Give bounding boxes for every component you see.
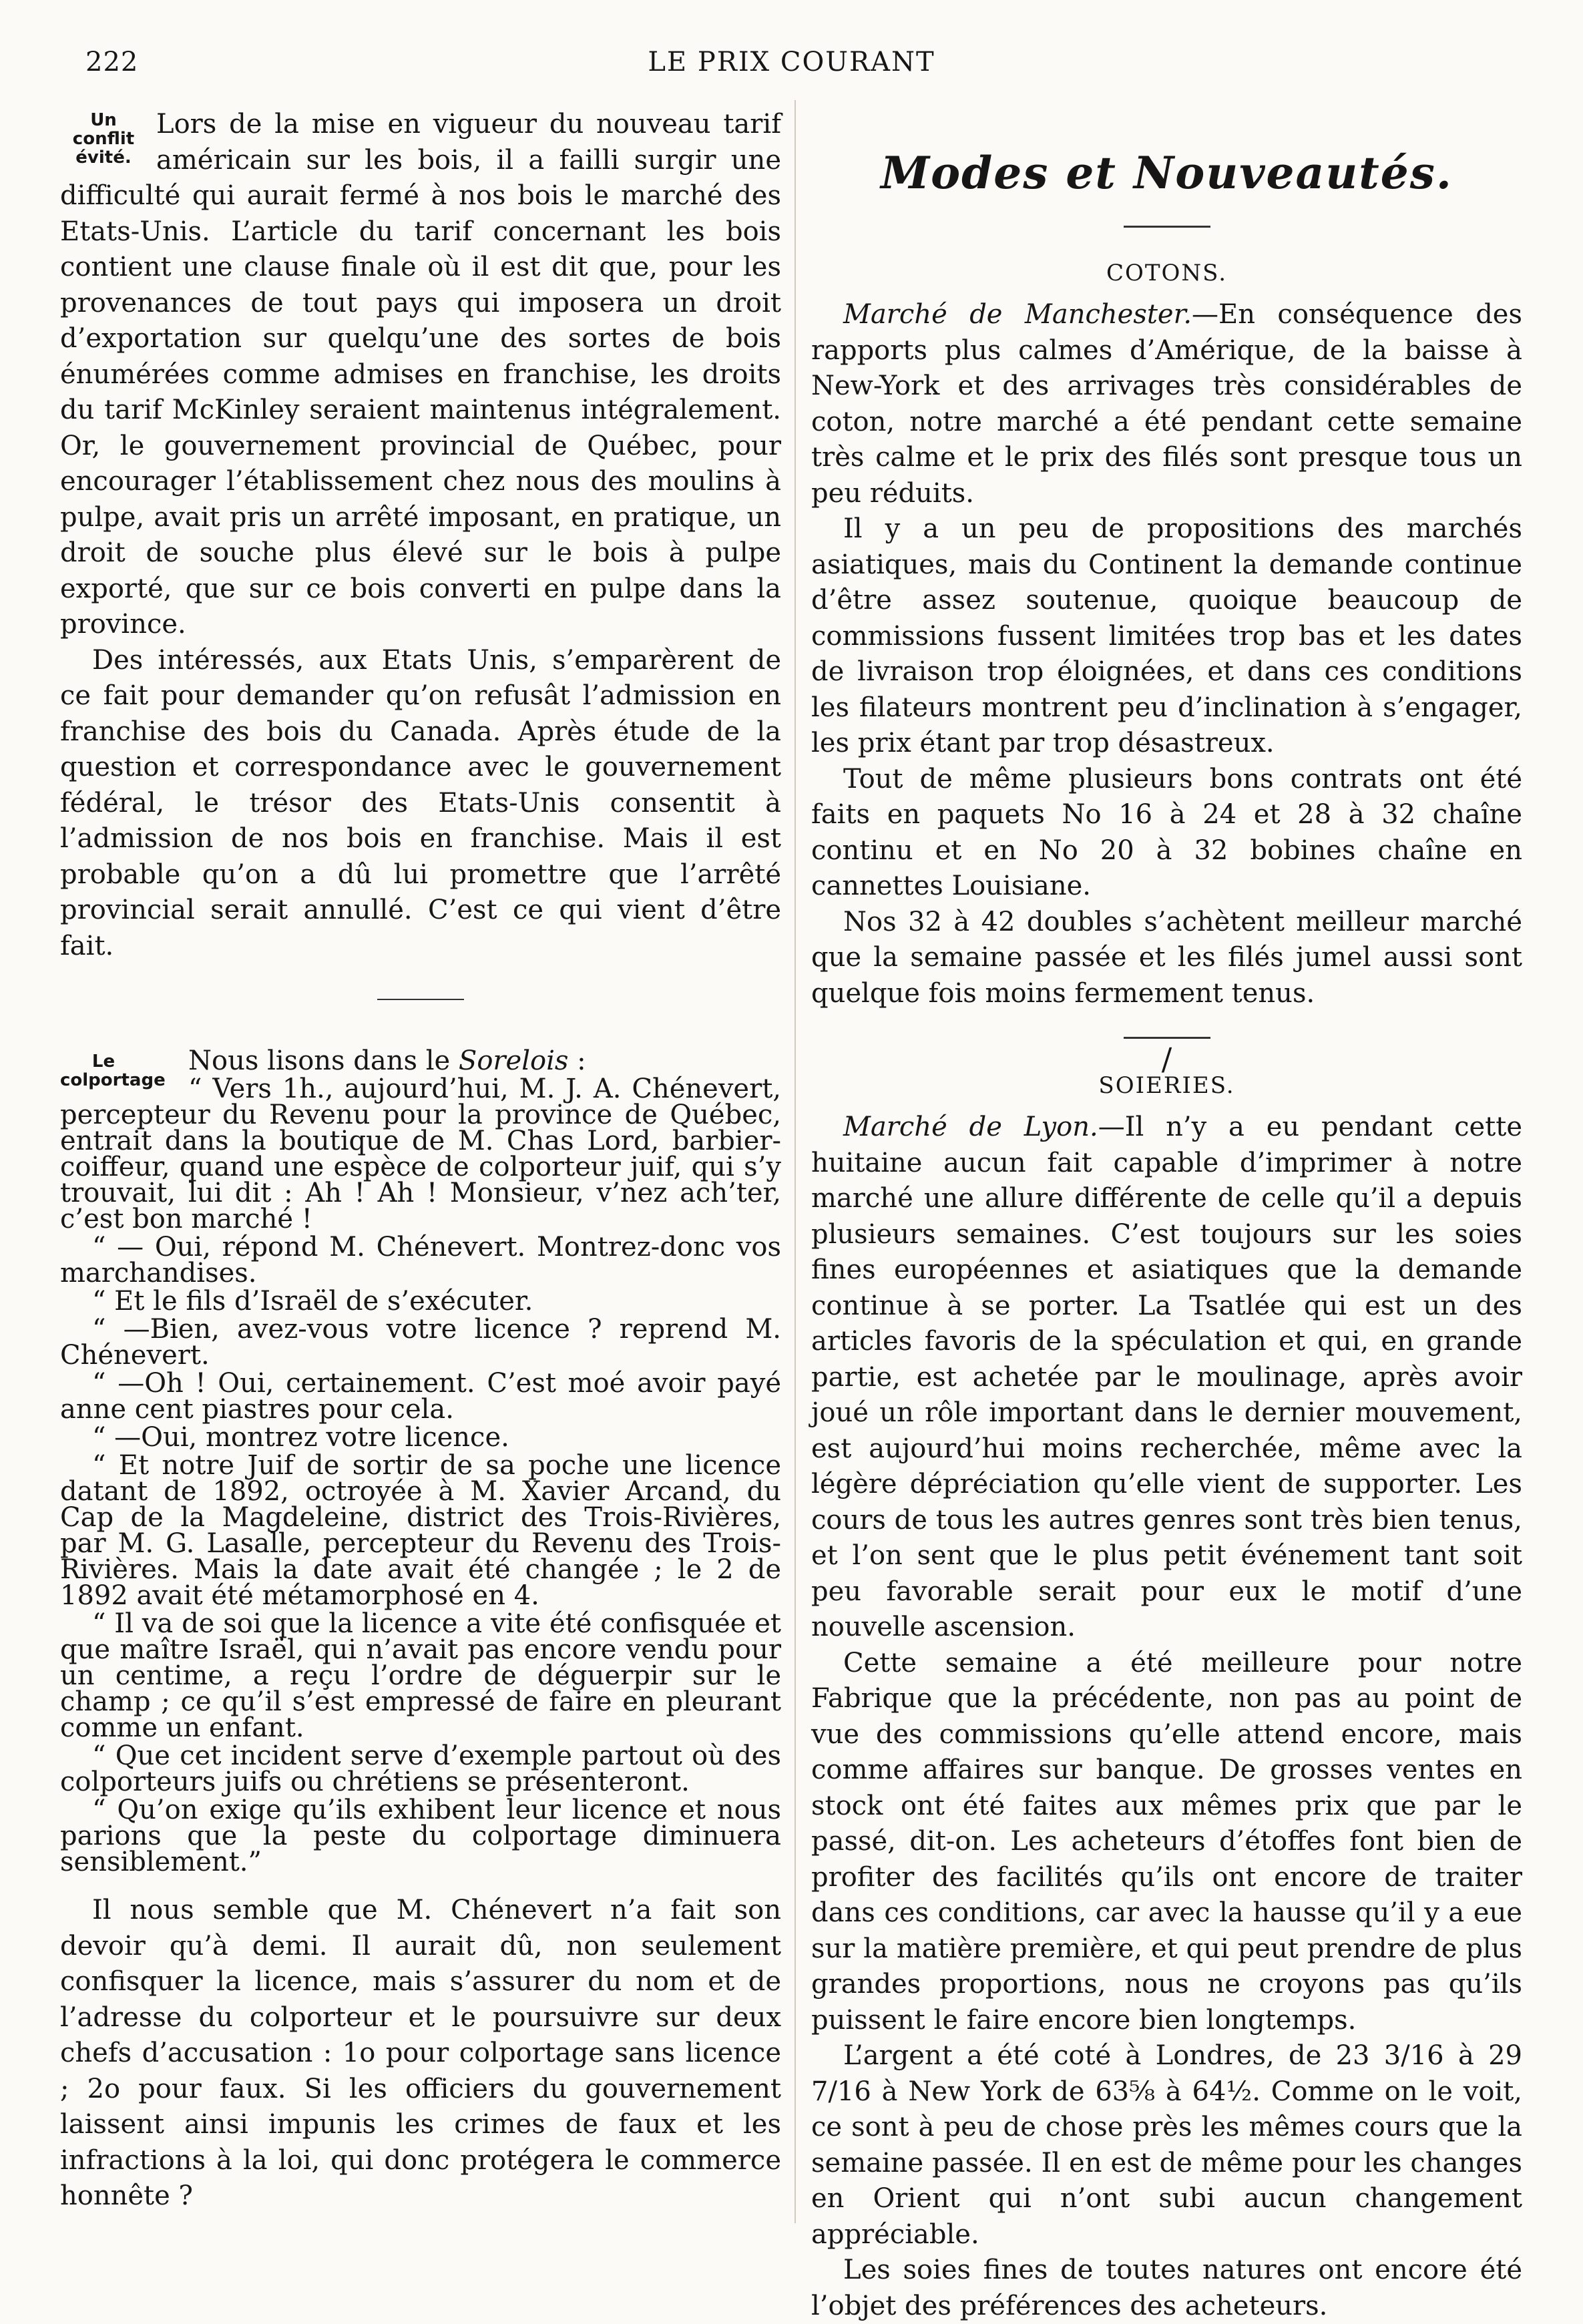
intro-text: Nous lisons dans le — [188, 1045, 459, 1076]
quote-paragraph-8: “ Il va de soi que la licence a vite été confisquée et que maître Israël, qui n’avait pas encore vendu pour un centime, a reçu l’ordre de déguerpir sur le champ ; ce qu’il s’est empressé de faire en pleurant comme un enfant. — [60, 1608, 781, 1743]
article1-paragraph-1: Lors de la mise en vigueur du nouveau tarif américain sur les bois, il a failli surgir une difficulté qui aurait fermé à nos bois le marché des Etats-Unis. L’article du tarif concernant les bois contient une clause finale où il est dit que, pour les provenances de tout pays qui imposera un droit d’exportation sur quelqu’une des sortes de bois énumérées comme admises en franchise, les droits du tarif McKinley seraient maintenus intégralement. Or, le gouvernement provincial de Québec, pour encourager l’établissement chez nous des moulins à pulpe, avait pris un arrêté imposant, en pratique, un droit de souche plus élevé sur le bois à pulpe exporté, que sur ce bois converti en pulpe dans la province. — [60, 109, 781, 640]
soieries-paragraph-4: Les soies fines de toutes natures ont encore été l’objet des préférences des acheteurs. — [811, 2255, 1522, 2321]
soieries-paragraph-3: L’argent a été coté à Londres, de 23 3/16 à 29 7/16 à New York de 63⅝ à 64½. Comme on le voit, ce sont à peu de chose près les mêmes cours que la semaine passée. Il en est de même pour les changes en Orient qui n’ont subi aucun changement appréciable. — [811, 2040, 1522, 2250]
quote-paragraph-3: “ Et le fils d’Israël de s’exécuter. — [92, 1286, 533, 1317]
page-number: 222 — [85, 47, 139, 77]
quote-paragraph-2: “ — Oui, répond M. Chénevert. Montrez-donc vos marchandises. — [60, 1232, 781, 1289]
cotons-market-lead: Marché de Manchester. — [843, 299, 1192, 330]
right-column — [811, 107, 1522, 2324]
soieries-paragraph-2: Cette semaine a été meilleure pour notre Fabrique que la précédente, non pas au point de vue des commissions qu’elle attend encore, mais comme affaires sur banque. De grosses ventes en stock ont été faites aux mêmes prix que par le passé, dit-on. Les acheteurs d’étoffes font bien de profiter des facilités qu’ils ont encore de traiter dans ces conditions, car avec la hausse qu’il y a eue sur la matière première, et qui peut prendre de plus grandes proportions, nous ne croyons pas qu’ils puissent le faire encore bien longtemps. — [811, 1647, 1522, 2036]
quote-paragraph-4: “ —Bien, avez-vous votre licence ? reprend M. Chénevert. — [60, 1314, 781, 1371]
side-label-colportage: Le colportage — [60, 1052, 166, 1090]
article-conflit-evite — [60, 107, 781, 964]
section-masthead: Modes et Nouveautés. — [881, 147, 1453, 199]
cotons-paragraph-1 — [811, 297, 1522, 511]
article-colportage — [60, 1045, 781, 2215]
soieries-paragraph-1-text: —Il n’y a eu pendant cette huitaine aucun fait capable d’imprimer à notre marché une allure différente de celle qu’il a depuis plusieurs semaines. C’est toujours sur les soies fines européennes et asiatiques que la demande continue à se porter. La Tsatlée qui est un des articles favoris de la spéculation et qui, en grande partie, est achetée par le moulinage, après avoir joué un rôle important dans le dernier mouvement, est aujourd’hui moins recherchée, même avec la légère dépréciation qu’elle vient de supporter. Les cours de tous les autres genres sont très bien tenus, et l’on sent que le plus petit événement tant soit peu favorable serait pour eux le motif d’une nouvelle ascension. — [811, 1112, 1522, 1642]
side-label-conflit: Un conflit évité. — [72, 110, 135, 168]
article2-intro — [60, 1045, 781, 1076]
quote-paragraph-6: “ —Oui, montrez votre licence. — [92, 1422, 509, 1453]
cotons-end-rule — [1124, 1037, 1210, 1039]
cotons-paragraph-2: Il y a un peu de propositions des marchés asiatiques, mais du Continent la demande continue d’être assez soutenue, quoique beaucoup de commissions fussent limitées trop bas et les dates de livraison trop éloignées, et dans ces conditions les filateurs montrent peu d’inclination à s’engager, les prix étant par trop désastreux. — [811, 513, 1522, 758]
article2-commentary: Il nous semble que M. Chénevert n’a fait son devoir qu’à demi. Il aurait dû, non seulement confisquer la licence, mais s’assurer du nom et de l’adresse du colporteur et le poursuivre sur deux chefs d’accusation : 1o pour colportage sans licence ; 2o pour faux. Si les officiers du gouvernement laissent ainsi impunis les crimes de faux et les infractions à la loi, qui donc protégera le commerce honnête ? — [60, 1895, 781, 2211]
column-divider — [795, 100, 796, 2223]
quote-paragraph-7: “ Et notre Juif de sortir de sa poche une licence datant de 1892, octroyée à M. Xavier Arcand, du Cap de la Magdeleine, district des Trois-Rivières, par M. G. Lasalle, percepteur du Revenu des Trois-Rivières. Mais la date avait été changée ; le 2 de 1892 avait été métamorphosé en 4. — [60, 1450, 781, 1611]
section-cotons — [811, 260, 1522, 1011]
running-title: LE PRIX COURANT — [648, 47, 935, 77]
masthead-rule — [1124, 226, 1210, 228]
cotons-paragraph-3: Tout de même plusieurs bons contrats ont été faits en paquets No 16 à 24 et 28 à 32 chaîne continu et en No 20 à 32 bobines chaîne en cannettes Louisiane. — [811, 763, 1522, 901]
quote-paragraph-10: “ Qu’on exige qu’ils exhibent leur licence et nous parions que la peste du colportage diminuera sensiblement.” — [60, 1795, 781, 1877]
left-column — [60, 107, 781, 2215]
article1-paragraph-2: Des intéressés, aux Etats Unis, s’emparèrent de ce fait pour demander qu’on refusât l’admission en franchise des bois du Canada. Après étude de la question et correspondance avec le gouvernement fédéral, le trésor des Etats-Unis consentit à l’admission de nos bois en franchise. Mais il est probable qu’on a dû lui promettre que l’arrêté provincial serait annullé. C’est ce qui vient d’être fait. — [60, 644, 781, 961]
cotons-paragraph-1-text: —En conséquence des rapports plus calmes d’Amérique, de la baisse à New-York et des arrivages très considérables de coton, notre marché a été pendant cette semaine très calme et le prix des filés sont presque tous un peu réduits. — [811, 299, 1522, 509]
cotons-heading: COTONS. — [1106, 260, 1228, 286]
intro-colon: : — [568, 1045, 586, 1076]
section-soieries — [811, 1041, 1522, 2324]
soieries-heading: SOIERIES. — [1098, 1072, 1235, 1099]
soieries-market-lead: Marché de Lyon. — [843, 1112, 1098, 1142]
quote-paragraph-1: “ Vers 1h., aujourd’hui, M. J. A. Chénevert, percepteur du Revenu pour la province de Québec, entrait dans la boutique de M. Chas Lord, barbier-coiffeur, quand une espèce de colporteur juif, qui s’y trouvait, lui dit : Ah ! Ah ! Monsieur, v’nez ach’ter, c’est bon marché ! — [60, 1074, 781, 1234]
section-divider — [377, 999, 464, 1000]
quote-paragraph-9: “ Que cet incident serve d’exemple partout où des colporteurs juifs ou chrétiens se présenteront. — [60, 1740, 781, 1797]
cotons-paragraph-4: Nos 32 à 42 doubles s’achètent meilleur marché que la semaine passée et les filés jumel aussi sont quelque fois moins fermement tenus. — [811, 906, 1522, 1009]
quote-paragraph-5: “ —Oh ! Oui, certainement. C’est moé avoir payé anne cent piastres pour cela. — [60, 1368, 781, 1425]
flourish-mark: / — [1161, 1041, 1172, 1077]
soieries-paragraph-1 — [811, 1110, 1522, 1646]
source-title: Sorelois — [458, 1045, 569, 1076]
